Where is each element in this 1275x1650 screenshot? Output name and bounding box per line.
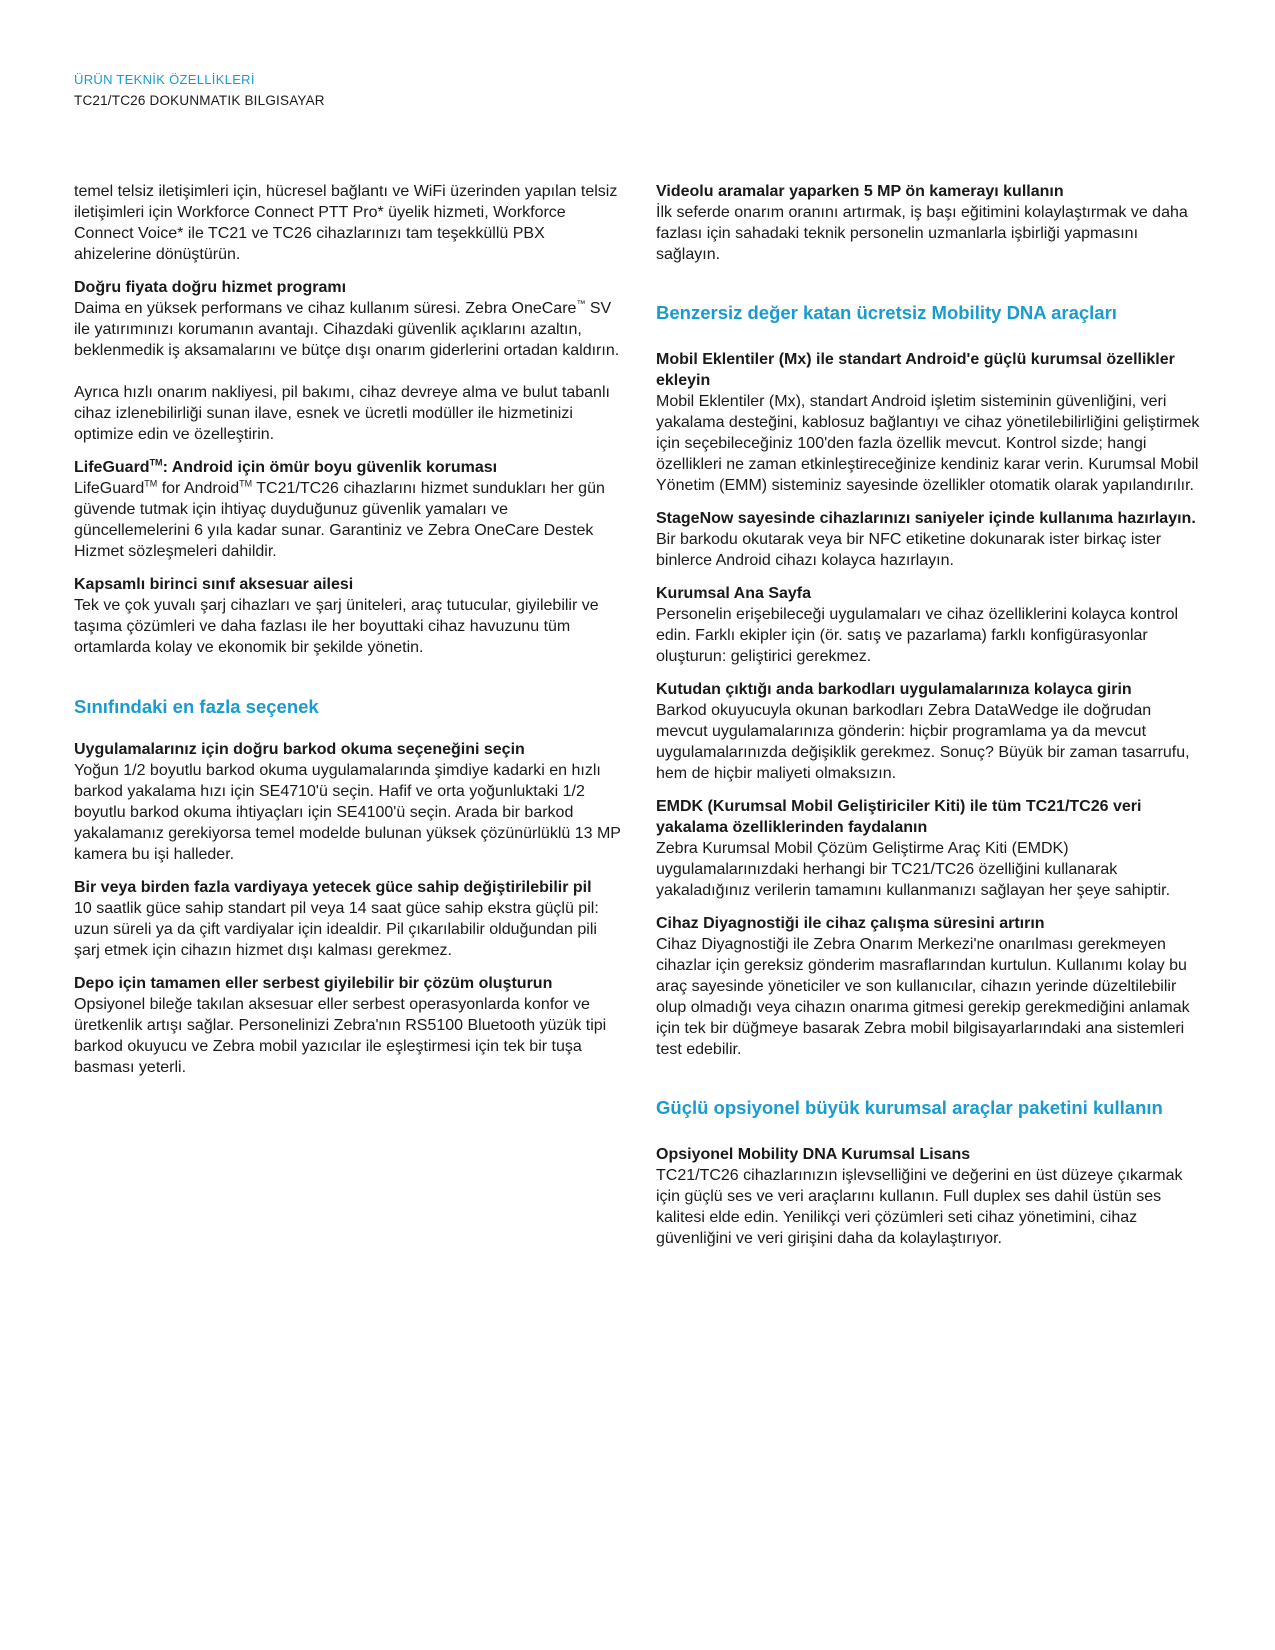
- video-title: Videolu aramalar yaparken 5 MP ön kamerayı kullanın: [656, 183, 1064, 200]
- feature-item: [656, 508, 1201, 571]
- feature-title: Mobil Eklentiler (Mx) ile standart Android'e güçlü kurumsal özellikler ekleyin: [656, 351, 1175, 389]
- feature-title: Kutudan çıktığı anda barkodları uygulamalarınıza kolayca girin: [656, 681, 1132, 698]
- lifeguard-title: LifeGuard™: Android için ömür boyu güvenlik koruması: [74, 457, 498, 476]
- feature-body: Cihaz Diyagnostiği ile Zebra Onarım Merkezi'ne onarılması gerekmeyen cihazlar için gereksiz gönderim masraflarından kurtulun. Kullanımı kolay bu araç sayesinde yöneticiler ve son kullanıcılar, cihazın yerinde düzeltilebilir olup olmadığı veya cihazın onarıma gitmesi gerekip gerekmediğini anlamak için tek bir düğmeye basarak Zebra mobil bilgisayarlarındaki ana sistemleri test edebilir.: [656, 936, 1190, 1058]
- intro-paragraph: temel telsiz iletişimleri için, hücresel bağlantı ve WiFi üzerinden yapılan telsiz iletişimleri için Workforce Connect PTT Pro* üyelik hizmeti, Workforce Connect Voice* ile TC21 ve TC26 cihazlarınızı tam teşekküllü PBX ahizelerine dönüştürün.: [74, 183, 618, 263]
- feature-body: Opsiyonel bileğe takılan aksesuar eller serbest operasyonlarda konfor ve üretkenlik artışı sağlar. Personelinizi Zebra'nın RS5100 Bluetooth yüzük tipi barkod okuyucu ve Zebra mobil yazıcılar ile eşleştirmesi için tek bir tuşa basması yeterli.: [74, 996, 607, 1076]
- license-block: [656, 1144, 1201, 1249]
- section-heading-mobility-dna: Benzersiz değer katan ücretsiz Mobility DNA araçları: [656, 302, 1117, 323]
- feature-item: [74, 739, 624, 865]
- feature-title: Bir veya birden fazla vardiyaya yetecek güce sahip değiştirilebilir pil: [74, 879, 592, 896]
- feature-body: Yoğun 1/2 boyutlu barkod okuma uygulamalarında şimdiye kadarki en hızlı barkod yakalama hızı için SE4710'ü seçin. Hafif ve orta yoğunluktaki 1/2 boyutlu barkod okuma ihtiyaçları için SE4100'ü seçin. Arada bir barkod yakalamanız gerekiyorsa temel modelde bulunan yüksek çözünürlüklü 13 MP kamera bu işi halleder.: [74, 762, 621, 863]
- feature-item: [656, 679, 1201, 784]
- section-heading-options: Sınıfındaki en fazla seçenek: [74, 696, 319, 717]
- feature-body: 10 saatlik güce sahip standart pil veya 14 saat güce sahip ekstra güçlü pil: uzun süreli ya da çift vardiyalar için idealdir. Pil çıkarılabilir olduğundan pili şarj etmek için cihazın hizmet dışı kalması gerekmez.: [74, 900, 599, 959]
- section-heading-enterprise-tools: Güçlü opsiyonel büyük kurumsal araçlar paketini kullanın: [656, 1097, 1163, 1118]
- feature-title: StageNow sayesinde cihazlarınızı saniyeler içinde kullanıma hazırlayın.: [656, 510, 1196, 527]
- feature-title: Cihaz Diyagnostiği ile cihaz çalışma süresini artırın: [656, 915, 1045, 932]
- feature-body: Bir barkodu okutarak veya bir NFC etiketine dokunarak ister birkaç ister binlerce Android cihazı kolayca hazırlayın.: [656, 531, 1162, 569]
- feature-body: Barkod okuyucuyla okunan barkodları Zebra DataWedge ile doğrudan mevcut uygulamalarınıza gönderin: hiçbir programlama ya da mevcut uygulamalarınızda değişiklik gerekmez. Sonuç? Büyük bir zaman tasarrufu, hem de hiçbir maliyeti olmaksızın.: [656, 702, 1190, 782]
- feature-body: Mobil Eklentiler (Mx), standart Android işletim sisteminin güvenliğini, veri yakalama desteğini, kablosuz bağlantıyı ve cihaz yönetilebilirliğini geliştirmek için seçebileceğiniz 100'den fazla özellik mevcut. Kontrol sizde; hangi özellikleri ne zaman etkinleştireceğinize kendiniz karar verin. Kurumsal Mobil Yönetim (EMM) sisteminiz sayesinde özellikler otomatik olarak yapılandırılır.: [656, 393, 1200, 494]
- lifeguard-block: [74, 457, 624, 562]
- doc-category: ÜRÜN TEKNİK ÖZELLİKLERİ: [74, 72, 255, 87]
- service-title: Doğru fiyata doğru hizmet programı: [74, 279, 347, 296]
- feature-title: EMDK (Kurumsal Mobil Geliştiriciler Kiti) ile tüm TC21/TC26 veri yakalama özelliklerinden faydalanın: [656, 798, 1142, 836]
- feature-item: [656, 913, 1201, 1060]
- feature-title: Kurumsal Ana Sayfa: [656, 585, 812, 602]
- feature-item: [74, 877, 624, 961]
- service-body-2: Ayrıca hızlı onarım nakliyesi, pil bakımı, cihaz devreye alma ve bulut tabanlı cihaz izlenebilirliği sunan ilave, esnek ve ücretli modüller ile hizmetinizi optimize edin ve özelleştirin.: [74, 384, 610, 443]
- lifeguard-body: LifeGuard™ for Android™ TC21/TC26 cihazlarını hizmet sundukları her gün güvende tutmak için ihtiyaç duyduğunuz güvenlik yamaları ve güncellemelerini 6 yıla kadar sunar. Garantiniz ve Zebra OneCare Destek Hizmet sözleşmeleri dahildir.: [74, 478, 605, 560]
- feature-body: Zebra Kurumsal Mobil Çözüm Geliştirme Araç Kiti (EMDK) uygulamalarınızdaki herhangi bir TC21/TC26 özelliğini kullanarak yakaladığınız verilerin tamamını kullanmanızı sağlayan her şeye sahiptir.: [656, 840, 1171, 899]
- feature-title: Depo için tamamen eller serbest giyilebilir bir çözüm oluşturun: [74, 975, 553, 992]
- license-body: TC21/TC26 cihazlarınızın işlevselliğini ve değerini en üst düzeye çıkarmak için güçlü ses ve veri araçlarını kullanın. Full duplex ses dahil üstün ses kalitesi elde edin. Yenilikçi veri çözümleri seti cihaz yönetimini, cihaz güvenliğini ve veri girişini daha da kolaylaştırıyor.: [656, 1167, 1183, 1247]
- accessories-block: [74, 574, 624, 658]
- video-body: İlk seferde onarım oranını artırmak, iş başı eğitimini kolaylaştırmak ve daha fazlası için sahadaki teknik personelin uzmanlarla işbirliği yapmasını sağlayın.: [656, 204, 1188, 263]
- feature-item: [656, 583, 1201, 667]
- right-column: [656, 181, 1201, 1261]
- product-name: TC21/TC26 DOKUNMATIK BILGISAYAR: [74, 93, 325, 108]
- feature-item: [74, 973, 624, 1078]
- video-block: [656, 181, 1201, 265]
- accessories-body: Tek ve çok yuvalı şarj cihazları ve şarj üniteleri, araç tutucular, giyilebilir ve taşıma çözümleri ve daha fazlası ile her boyuttaki cihaz havuzunu tüm ortamlarda kolay ve ekonomik bir şekilde yönetin.: [74, 597, 599, 656]
- feature-title: Uygulamalarınız için doğru barkod okuma seçeneğini seçin: [74, 741, 525, 758]
- feature-item: [656, 796, 1201, 901]
- feature-item: [656, 349, 1201, 496]
- accessories-title: Kapsamlı birinci sınıf aksesuar ailesi: [74, 576, 354, 593]
- page-header: [74, 70, 325, 112]
- service-body: Daima en yüksek performans ve cihaz kullanım süresi. Zebra OneCare™ SV ile yatırımınızı korumanın avantajı. Cihazdaki güvenlik açıklarını azaltın, beklenmedik iş aksamalarını ve bütçe dışı onarım giderlerini ortadan kaldırın.: [74, 298, 620, 359]
- left-column: [74, 181, 624, 1090]
- license-title: Opsiyonel Mobility DNA Kurumsal Lisans: [656, 1146, 971, 1163]
- service-block: [74, 277, 624, 445]
- feature-body: Personelin erişebileceği uygulamaları ve cihaz özelliklerini kolayca kontrol edin. Farklı ekipler için (ör. satış ve pazarlama) farklı konfigürasyonlar oluşturun: geliştirici gerekmez.: [656, 606, 1179, 665]
